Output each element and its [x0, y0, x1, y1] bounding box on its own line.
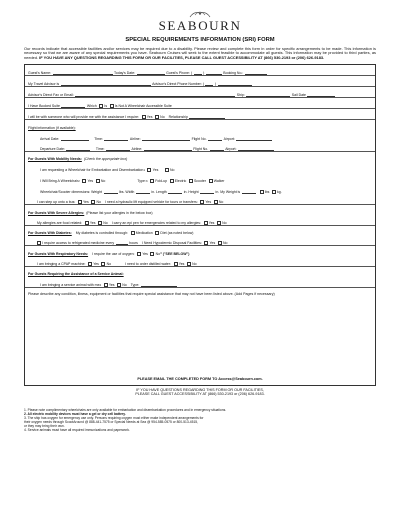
- footnote-1-marker: 1: [143, 167, 145, 172]
- distilled-no-label: No: [192, 261, 197, 266]
- bring-wheelchair-yes-checkbox[interactable]: [82, 179, 86, 183]
- respiratory-heading-row: [28, 246, 372, 256]
- footnote-line: 1. Please note complimentary wheelchairs are only available for embarkation and disembarkation procedures and in emergency situations.: [24, 407, 227, 412]
- food-related-label: My allergies are food related:: [37, 220, 83, 225]
- cpap-no-label: No: [106, 261, 112, 266]
- animal-yes-checkbox[interactable]: [104, 283, 108, 287]
- suite-is-checkbox[interactable]: [99, 104, 103, 108]
- bring-wheelchair-no-checkbox[interactable]: [96, 179, 100, 183]
- service-animal-heading-row: [28, 267, 372, 277]
- arrival-airline-field[interactable]: [142, 138, 190, 141]
- allergies-note: (Please list your allergies in the below box): [86, 210, 153, 215]
- wheelchair-request-yes-checkbox[interactable]: [147, 168, 151, 172]
- lift-no-label: No: [218, 200, 224, 205]
- guest-info-row: [25, 65, 375, 76]
- respiratory-heading: For Guests With Respiratory Needs:: [28, 251, 89, 256]
- electric-checkbox[interactable]: [170, 179, 174, 183]
- form-title: SPECIAL REQUIREMENTS INFORMATION (SRI) FORM: [125, 36, 275, 43]
- arrival-airport-label: Airport:: [223, 136, 235, 141]
- length-label: in. Length: [151, 190, 167, 195]
- relationship-field[interactable]: [189, 116, 225, 119]
- refrigerated-checkbox[interactable]: [37, 241, 41, 245]
- dimensions-label: Wheelchair/Scooter dimensions: Weight: [40, 190, 102, 195]
- departure-airline-field[interactable]: [144, 148, 192, 151]
- footnote-4-marker: 4: [99, 282, 102, 287]
- mobility-heading: For Guests With Mobility Needs:: [28, 157, 82, 162]
- cpap-yes-checkbox[interactable]: [88, 262, 92, 266]
- footnote-3-marker: 3: [145, 178, 148, 183]
- footnote-line: or they may bring their own.: [24, 424, 65, 429]
- mobility-heading-row: [28, 152, 372, 162]
- assist-yes-label: Yes: [146, 115, 153, 120]
- ship-field[interactable]: [246, 94, 290, 97]
- walker-checkbox[interactable]: [209, 179, 213, 183]
- arrival-flight-field[interactable]: [208, 138, 222, 141]
- allergies-heading: For Guests With Severe Allergies:: [28, 210, 85, 215]
- lbs-checkbox[interactable]: [260, 190, 264, 194]
- suite-not-accessible-label: Is Not A Wheelchair Accessible Suite: [114, 104, 172, 109]
- bus-yes-checkbox[interactable]: [78, 200, 82, 204]
- advisor-phone-field[interactable]: [218, 83, 252, 86]
- intro-text: Our records indicate that accessible facilities and/or services may be required due to a disability. Please review and complete this form in order for specific arrangements to be made. This information is necessary so that we are aware of any special requirements you have. Seabourn Cruises will seek to the extent feasible to accommodate all guests. This information may be provided to third parties, as needed.: [24, 45, 376, 61]
- animal-type-field[interactable]: [141, 284, 177, 287]
- departure-airline-label: Airline:: [131, 146, 143, 151]
- sail-date-field[interactable]: [307, 94, 335, 97]
- wheelchair-request-row: [28, 161, 372, 172]
- closing-line-1: IF YOU HAVE QUESTIONS REGARDING THIS FORM OR OUR FACILITIES,: [136, 387, 264, 392]
- bus-yes-label: Yes: [83, 200, 89, 205]
- bus-row: [25, 194, 375, 205]
- sharps-label: I Need Hypodermic Disposal Facilities:: [141, 241, 202, 246]
- dimensions-row: [28, 183, 372, 194]
- suite-is-not-checkbox[interactable]: [110, 104, 114, 108]
- oxygen-yes-checkbox[interactable]: [137, 252, 141, 256]
- height-field[interactable]: [200, 191, 214, 194]
- fold-up-label: Fold-up: [155, 179, 168, 184]
- wheelchair-request-no-label: No: [170, 168, 175, 173]
- booking-no-label: Booking No.:: [223, 71, 244, 76]
- bus-no-checkbox[interactable]: [91, 200, 95, 204]
- cpap-label: I am bringing a CPAP machine:: [37, 261, 86, 266]
- food-yes-checkbox[interactable]: [85, 221, 89, 225]
- relationship-label: Relationship: [168, 115, 188, 120]
- wheelchair-request-yes-label: Yes: [152, 168, 159, 173]
- departure-airport-label: Airport:: [225, 146, 237, 151]
- guest-phone-field[interactable]: [206, 72, 222, 75]
- advisor-fax-label: Advisor's Direct Fax or Email:: [28, 93, 74, 98]
- hours-label: hours: [129, 241, 138, 246]
- flight-heading-row: [28, 120, 372, 130]
- suite-number-field[interactable]: [61, 105, 85, 108]
- bring-wheelchair-row: [28, 172, 372, 183]
- ship-label: Ship:: [236, 93, 245, 98]
- distilled-no-checkbox[interactable]: [187, 262, 191, 266]
- assistance-row: [25, 109, 375, 120]
- height-label: in. Height: [183, 190, 199, 195]
- oxygen-no-checkbox[interactable]: [150, 252, 154, 256]
- guest-phone-area-field[interactable]: [194, 71, 205, 76]
- diabetes-controlled-label: My diabetes is controlled through:: [75, 231, 129, 236]
- brand-name: SEABOURN: [158, 18, 242, 33]
- footnote-line: their oxygen needs through ScootAround @ 888-441-7575 or Special Needs at Sea @ 954-585-0575 or 800-513-4515,: [24, 420, 199, 425]
- todays-date-field[interactable]: [137, 72, 165, 75]
- oxygen-label: I require the use of oxygen:: [92, 251, 135, 256]
- advisor-fax-row: [25, 87, 375, 98]
- arrival-time-field[interactable]: [104, 138, 128, 141]
- walker-label: Walker: [213, 179, 225, 184]
- which-label: Which: [86, 104, 97, 109]
- arrival-airline-label: Airline:: [129, 136, 141, 141]
- service-animal-heading: For Guests Requiring the Assistance of a Service Animal:: [28, 272, 124, 277]
- sail-date-label: Sail Date: [291, 93, 306, 98]
- sharps-no-checkbox[interactable]: [218, 241, 222, 245]
- email-instruction: PLEASE EMAIL THE COMPLETED FORM TO Access@Seabourn.com.: [137, 377, 263, 382]
- arrival-date-field[interactable]: [61, 138, 89, 141]
- epi-pen-label: I carry an epi pen for emergencies related to my allergies:: [111, 220, 202, 225]
- travel-advisor-label: My Travel Advisor is: [28, 82, 60, 87]
- width-field[interactable]: [136, 191, 150, 194]
- departure-time-label: Time:: [95, 146, 105, 151]
- advisor-phone-paren: ): [214, 82, 217, 87]
- sharps-yes-checkbox[interactable]: [204, 241, 208, 245]
- scooter-label: Scooter: [193, 179, 206, 184]
- bring-wheelchair-no-label: No: [100, 179, 106, 184]
- weight-field[interactable]: [104, 191, 118, 194]
- footnote-line: 4. Service animals must have all required immunizations and paperwork.: [24, 428, 130, 433]
- arrival-time-label: Time:: [94, 136, 103, 141]
- cpap-yes-label: Yes: [93, 261, 99, 266]
- flight-heading: Flight information (if available):: [28, 125, 76, 130]
- suite-row: [25, 98, 375, 109]
- booked-suite-label: I Have Booked Suite: [28, 104, 60, 109]
- scooter-checkbox[interactable]: [189, 179, 193, 183]
- travel-advisor-row: [25, 76, 375, 87]
- departure-date-label: Departure Date:: [40, 146, 65, 151]
- diabetes-heading: For Guests With Diabetes:: [28, 231, 72, 236]
- advisor-phone-label: Advisor's Direct Phone Number: (: [152, 82, 204, 87]
- guest-name-label: Guest's Name:: [28, 71, 52, 76]
- closing-contact: [24, 388, 376, 397]
- lift-yes-checkbox[interactable]: [200, 200, 204, 204]
- oxygen-footnote-marker: 3: [160, 251, 162, 256]
- animal-no-label: No: [122, 283, 127, 288]
- epi-yes-checkbox[interactable]: [204, 221, 208, 225]
- diet-label: Diet (as noted below): [160, 231, 194, 236]
- sharps-no-label: No: [222, 241, 228, 246]
- medication-checkbox[interactable]: [131, 231, 135, 235]
- bring-wheelchair-yes-label: Yes: [87, 179, 94, 184]
- epi-no-label: No: [222, 220, 227, 225]
- my-weight-label: in. My Weight is: [215, 190, 241, 195]
- my-weight-field[interactable]: [242, 191, 256, 194]
- oxygen-no-label: No: [155, 251, 161, 256]
- bus-label: I can step up onto a bus:: [37, 200, 76, 205]
- cpap-row: [25, 256, 375, 267]
- length-field[interactable]: [168, 191, 182, 194]
- mobility-note: (Check the appropriate box): [83, 157, 128, 162]
- service-animal-row: [28, 276, 372, 287]
- medication-label: Medication: [135, 231, 153, 236]
- epi-no-checkbox[interactable]: [217, 221, 221, 225]
- description-area[interactable]: [25, 287, 375, 377]
- assist-no-checkbox[interactable]: [155, 115, 159, 119]
- departure-flight-field[interactable]: [210, 148, 224, 151]
- distilled-yes-checkbox[interactable]: [174, 262, 178, 266]
- oxygen-yes-label: Yes: [142, 251, 148, 256]
- advisor-fax-field[interactable]: [75, 94, 235, 97]
- guest-phone-paren: ): [203, 71, 205, 76]
- departure-date-field[interactable]: [66, 148, 90, 151]
- lbs-label: lbs: [264, 190, 270, 195]
- departure-row: [25, 141, 375, 152]
- distilled-label: I need to order distilled water:: [125, 261, 172, 266]
- refrigerated-hours-field[interactable]: [116, 242, 128, 245]
- animal-type-label: Type:: [130, 283, 140, 288]
- guest-phone-label: Guest's Phone: (: [166, 71, 193, 76]
- refrigerated-label: I require access to refrigerated medicine every: [42, 241, 115, 246]
- closing-line-2: PLEASE CALL GUEST ACCESSIBILITY AT (866) 530-2193 or (206) 626-9183.: [135, 392, 265, 397]
- service-animal-label: I am bringing a service animal with me: [40, 283, 100, 288]
- wheelchair-request-label: I am requesting a Wheelchair for Embarkation and Disembarkation: [40, 168, 144, 173]
- guest-name-field[interactable]: [53, 72, 113, 75]
- food-no-checkbox[interactable]: [98, 221, 102, 225]
- arrival-flight-label: Flight No.: [191, 136, 207, 141]
- refrigerated-row: [25, 235, 375, 246]
- assist-no-label: No: [160, 115, 165, 120]
- arrival-row: [28, 130, 372, 141]
- footnote-2-marker: 2: [78, 178, 80, 183]
- kg-label: kg.: [277, 190, 282, 195]
- animal-no-checkbox[interactable]: [117, 283, 121, 287]
- departure-time-field[interactable]: [106, 148, 130, 151]
- arrival-date-label: Arrival Date:: [40, 136, 60, 141]
- cpap-no-checkbox[interactable]: [101, 262, 105, 266]
- allergies-row: [25, 215, 375, 226]
- intro-contact: IF YOU HAVE ANY QUESTIONS REGARDING THIS FORM OR OUR FACILITIES, PLEASE CALL GUEST ACCESSIBILITY AT (866) 530-2193 or (206) 626-9183.: [39, 55, 325, 61]
- wheelchair-type-label: Type:: [137, 179, 146, 184]
- footnote-line: 3. The ship has oxygen for emergency use only. Persons requiring oxygen must either make independent arrangements for: [24, 416, 204, 421]
- bring-wheelchair-label: I Will Bring A Wheelchair: [40, 179, 79, 184]
- kg-checkbox[interactable]: [272, 190, 276, 194]
- see-below-label: ("SEE BELOW"): [162, 251, 190, 256]
- food-yes-label: Yes: [89, 220, 96, 225]
- lift-yes-label: Yes: [205, 200, 212, 205]
- intro-paragraph: [24, 47, 376, 62]
- booking-no-field[interactable]: [245, 72, 267, 75]
- assist-yes-checkbox[interactable]: [142, 115, 146, 119]
- lift-label: I need a hydraulic lift equipped vehicle for tours or transfers:: [104, 200, 198, 205]
- epi-yes-label: Yes: [208, 220, 215, 225]
- distilled-yes-label: Yes: [178, 261, 185, 266]
- advisor-phone-area-field[interactable]: [205, 83, 213, 86]
- traveling-with-label: I will be with someone who will provide me with the assistance I require:: [28, 115, 140, 120]
- lift-no-checkbox[interactable]: [214, 200, 218, 204]
- suite-is-label: Is: [104, 104, 108, 109]
- form-box: [24, 64, 376, 385]
- arrival-airport-field[interactable]: [236, 138, 272, 141]
- travel-advisor-field[interactable]: [61, 83, 151, 86]
- footnote-line: 2. All electric mobility devices must have a gel or dry cell battery.: [24, 411, 126, 416]
- fold-up-checkbox[interactable]: [150, 179, 154, 183]
- sharps-yes-label: Yes: [209, 241, 216, 246]
- footnotes: [24, 408, 376, 433]
- departure-airport-field[interactable]: [238, 148, 274, 151]
- brand-logo: [24, 9, 376, 34]
- animal-yes-label: Yes: [108, 283, 115, 288]
- electric-label: Electric: [174, 179, 187, 184]
- description-prompt: Please describe any condition, illness, equipment or facilities that require special assistance that may not have been listed above. (Add Pages if necessary): [28, 292, 275, 297]
- allergies-heading-row: [28, 205, 372, 215]
- wheelchair-request-no-checkbox[interactable]: [165, 168, 169, 172]
- food-no-label: No: [103, 220, 108, 225]
- bus-no-label: No: [96, 200, 101, 205]
- departure-flight-label: Flight No.: [193, 146, 209, 151]
- diet-checkbox[interactable]: [155, 231, 159, 235]
- todays-date-label: Today's Date:: [114, 71, 136, 76]
- diabetes-heading-row: [28, 226, 372, 236]
- lbs-width-label: lbs. Width: [119, 190, 135, 195]
